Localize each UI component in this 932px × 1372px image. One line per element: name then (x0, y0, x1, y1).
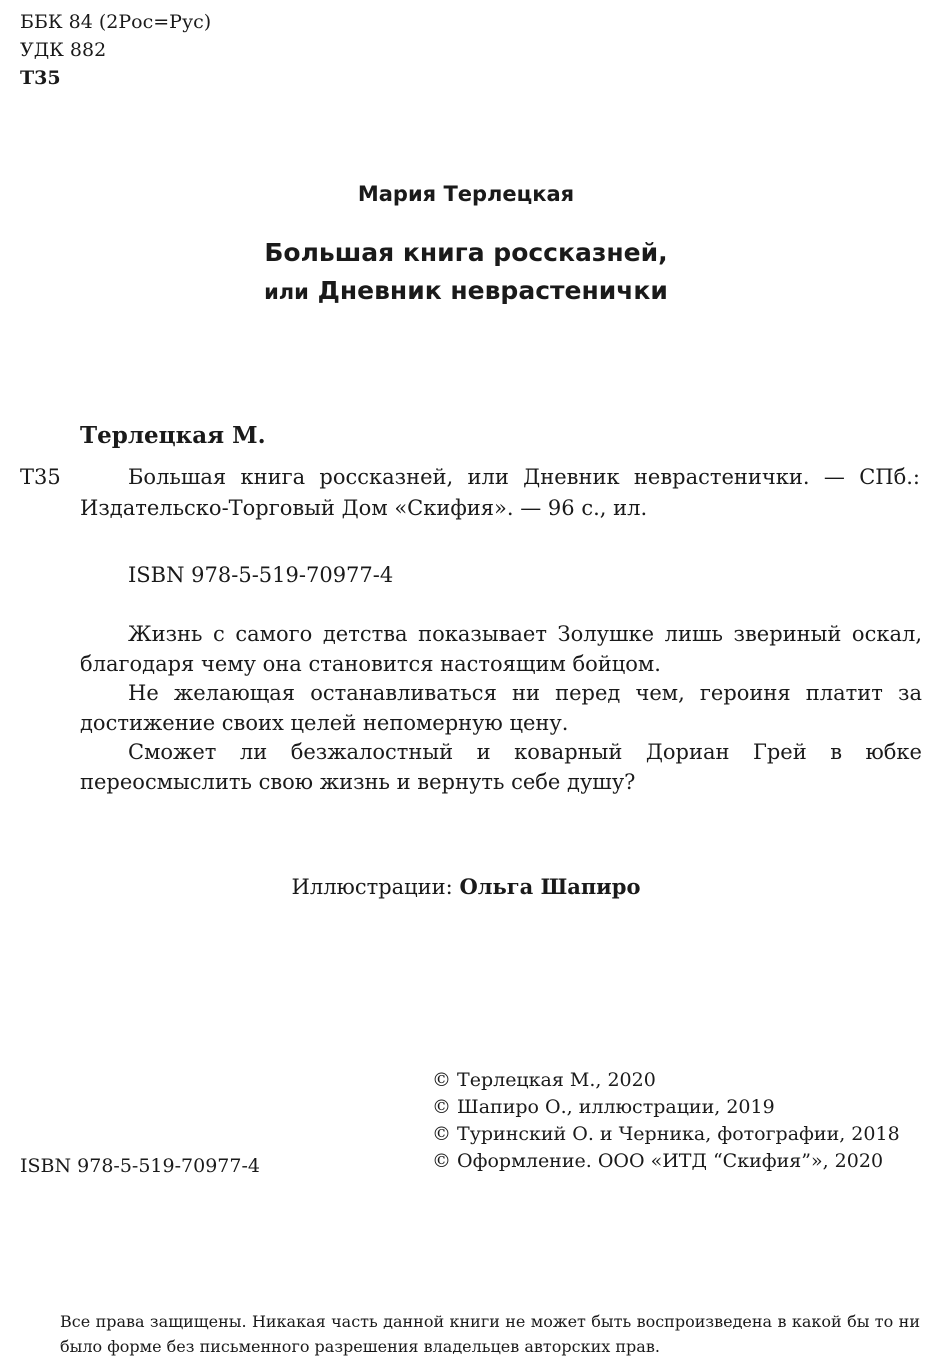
illustrations-credit (0, 872, 932, 902)
copyright-line: © Терлецкая М., 2020 (432, 1069, 656, 1091)
title-line-2-prefix: или (264, 280, 309, 304)
annotation-paragraph: Жизнь с самого детства показывает Золушке лишь звериный оскал, благодаря чему она становится настоящим бойцом. (80, 622, 922, 676)
illustrator-name: Ольга Шапиро (459, 874, 641, 899)
copyright-list (432, 1067, 900, 1175)
isbn-bottom: ISBN 978-5-519-70977-4 (20, 1155, 260, 1177)
bbk-code: ББК 84 (2Рос=Рус) (20, 11, 212, 33)
annotation (80, 620, 922, 797)
rights-notice: Все права защищены. Никакая часть данной книги не может быть воспроизведена в какой бы то ни было форме без письменного разрешения владельцев авторских прав. (60, 1312, 920, 1356)
title-line-1: Большая книга россказней, (264, 238, 668, 267)
illustrations-label: Иллюстрации: (291, 875, 453, 899)
catalog-entry (80, 462, 920, 524)
catalog-code: Т35 (20, 465, 61, 489)
author-code: Т35 (20, 67, 61, 89)
annotation-paragraph: Сможет ли безжалостный и коварный Дориан Грей в юбке переосмыслить свою жизнь и вернуть себе душу? (80, 740, 922, 794)
catalog-author: Терлецкая М. (80, 422, 266, 449)
copyright-line: © Туринский О. и Черника, фотографии, 2018 (432, 1123, 900, 1145)
title-line-2-main: Дневник неврастенички (317, 276, 668, 305)
catalog-entry-text: Большая книга россказней, или Дневник неврастенички. — СПб.: Издательско-Торговый Дом «Скифия». — 96 с., ил. (80, 465, 920, 520)
book-title (0, 234, 932, 311)
annotation-paragraph: Не желающая останавливаться ни перед чем, героиня платит за достижение своих целей непомерную цену. (80, 681, 922, 735)
udk-code: УДК 882 (20, 39, 107, 61)
catalog-isbn: ISBN 978-5-519-70977-4 (128, 563, 394, 587)
copyright-line: © Шапиро О., иллюстрации, 2019 (432, 1096, 775, 1118)
copyright-line: © Оформление. ООО «ИТД “Скифия”», 2020 (432, 1150, 884, 1172)
author-name: Мария Терлецкая (357, 182, 575, 206)
classification-codes (20, 8, 211, 92)
title-line-2 (0, 272, 932, 311)
